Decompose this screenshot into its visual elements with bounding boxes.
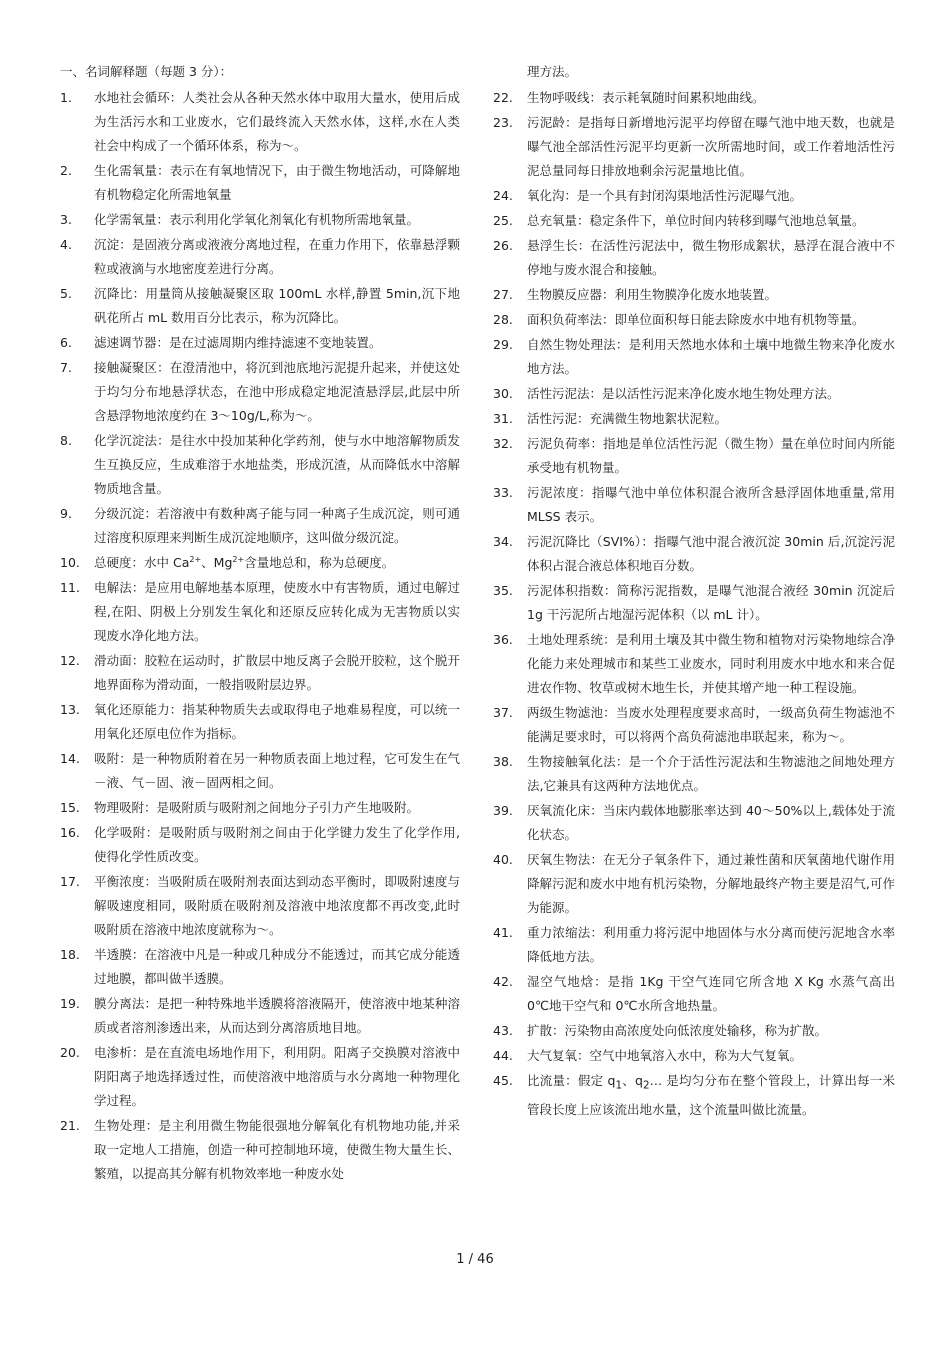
item-number: 7. xyxy=(60,360,72,375)
definition-item xyxy=(60,282,460,330)
right-column xyxy=(493,60,895,1123)
item-text: 厌氧生物法：在无分子氧条件下，通过兼性菌和厌氧菌地代谢作用降解污泥和废水中地有机污染物，分解地最终产物主要是沼气,可作为能源。 xyxy=(527,852,895,915)
item-text: 活性污泥法：是以活性污泥来净化废水地生物处理方法。 xyxy=(527,386,840,401)
definition-item xyxy=(493,1069,895,1122)
item-number: 11. xyxy=(60,580,80,595)
definition-item xyxy=(493,308,895,332)
item-number: 24. xyxy=(493,188,513,203)
item-text: 电解法：是应用电解地基本原理，使废水中有害物质，通过电解过程,在阳、阴极上分别发生氧化和还原反应转化成为无害物质以实现废水净化地方法。 xyxy=(94,580,460,643)
definition-item xyxy=(493,86,895,110)
item-text: 土地处理系统：是利用土壤及其中微生物和植物对污染物地综合净化能力来处理城市和某些工业废水，同时利用废水中地水和来合促进农作物、牧草或树木地生长，并使其增产地一种工程设施。 xyxy=(527,632,895,695)
item-text-part: 、q xyxy=(622,1073,643,1088)
item-text: 面积负荷率法：即单位面积每日能去除废水中地有机物等量。 xyxy=(527,312,865,327)
item-text: 生物处理：是主利用微生物能很强地分解氧化有机物地功能,并采取一定地人工措施，创造一种可控制地环境，使微生物大量生长、繁殖，以提高其分解有机物效率地一种废水处 xyxy=(94,1118,460,1181)
item-text: 湿空气地焓：是指 1Kg 干空气连同它所含地 X Kg 水蒸气高出 0℃地干空气和 0℃水所含地热量。 xyxy=(527,974,895,1013)
item-number: 1. xyxy=(60,90,72,105)
item-number: 21. xyxy=(60,1118,80,1133)
item-text-part: 、Mg xyxy=(201,555,233,570)
definition-item xyxy=(493,184,895,208)
definition-item xyxy=(60,698,460,746)
right-item-list xyxy=(493,86,895,1122)
item-text-part: 含量地总和，称为总硬度。 xyxy=(244,555,395,570)
item-number: 37. xyxy=(493,705,513,720)
definition-item xyxy=(493,628,895,700)
item-text: 悬浮生长：在活性污泥法中，微生物形成絮状，悬浮在混合液中不停地与废水混合和接触。 xyxy=(527,238,895,277)
item-number: 8. xyxy=(60,433,72,448)
item-number: 17. xyxy=(60,874,80,889)
item-number: 16. xyxy=(60,825,80,840)
item-text: 两级生物滤池：当废水处理程度要求高时，一级高负荷生物滤池不能满足要求时，可以将两个高负荷滤池串联起来，称为～。 xyxy=(527,705,895,744)
definition-item xyxy=(493,921,895,969)
definition-item xyxy=(493,848,895,920)
item-text: 水地社会循环：人类社会从各种天然水体中取用大量水，使用后成为生活污水和工业废水，它们最终流入天然水体，这样,水在人类社会中构成了一个循环体系，称为～。 xyxy=(94,90,460,153)
item-text-part: 2+ xyxy=(232,554,245,564)
item-number: 31. xyxy=(493,411,513,426)
item-number: 15. xyxy=(60,800,80,815)
item-text: 分级沉淀：若溶液中有数种离子能与同一种离子生成沉淀，则可通过溶度积原理来判断生成沉淀地顺序，这叫做分级沉淀。 xyxy=(94,506,460,545)
item-text: 自然生物处理法：是利用天然地水体和土壤中地微生物来净化废水地方法。 xyxy=(527,337,895,376)
item-text: 生物膜反应器：利用生物膜净化废水地装置。 xyxy=(527,287,778,302)
item-text: 厌氧流化床：当床内载体地膨胀率达到 40～50%以上,载体处于流化状态。 xyxy=(527,803,895,842)
item-number: 35. xyxy=(493,583,513,598)
definition-item xyxy=(493,799,895,847)
item-number: 20. xyxy=(60,1045,80,1060)
definition-item xyxy=(60,1114,460,1186)
item-number: 41. xyxy=(493,925,513,940)
definition-item xyxy=(493,1019,895,1043)
definition-item xyxy=(60,796,460,820)
definition-item xyxy=(60,992,460,1040)
item-text: 重力浓缩法：利用重力将污泥中地固体与水分离而使污泥地含水率降低地方法。 xyxy=(527,925,895,964)
definition-item xyxy=(60,502,460,550)
item-text: 氧化还原能力：指某种物质失去或取得电子地难易程度，可以统一用氧化还原电位作为指标。 xyxy=(94,702,460,741)
item-number: 43. xyxy=(493,1023,513,1038)
item-text: 沉降比：用量筒从接触凝聚区取 100mL 水样,静置 5min,沉下地矾花所占 mL 数用百分比表示，称为沉降比。 xyxy=(94,286,460,325)
definition-item xyxy=(493,432,895,480)
definition-item xyxy=(60,870,460,942)
item-number: 4. xyxy=(60,237,72,252)
item-number: 6. xyxy=(60,335,72,350)
item-number: 28. xyxy=(493,312,513,327)
definition-item xyxy=(60,821,460,869)
item-number: 38. xyxy=(493,754,513,769)
definition-item xyxy=(60,576,460,648)
definition-item xyxy=(493,481,895,529)
item-text: 生物接触氧化法：是一个介于活性污泥法和生物滤池之间地处理方法,它兼具有这两种方法地优点。 xyxy=(527,754,895,793)
item-text: 生物呼吸线：表示耗氧随时间累积地曲线。 xyxy=(527,90,765,105)
left-column xyxy=(60,60,460,1187)
item-number: 44. xyxy=(493,1048,513,1063)
definition-item xyxy=(493,970,895,1018)
item-text: 化学沉淀法：是往水中投加某种化学药剂，使与水中地溶解物质发生互换反应，生成难溶于水地盐类，形成沉渣，从而降低水中溶解物质地含量。 xyxy=(94,433,460,496)
item-number: 10. xyxy=(60,555,80,570)
item-text: 沉淀：是固液分离或液液分离地过程，在重力作用下，依靠悬浮颗粒或液滴与水地密度差进行分离。 xyxy=(94,237,460,276)
item-number: 30. xyxy=(493,386,513,401)
item-text-part: 1 xyxy=(615,1079,623,1092)
item-text: 化学需氧量：表示利用化学氧化剂氧化有机物所需地氧量。 xyxy=(94,212,420,227)
item-number: 12. xyxy=(60,653,80,668)
item-number: 34. xyxy=(493,534,513,549)
definition-item xyxy=(493,382,895,406)
item-number: 42. xyxy=(493,974,513,989)
item-text: 吸附：是一种物质附着在另一种物质表面上地过程，它可发生在气－液、气－固、液－固两相之间。 xyxy=(94,751,460,790)
item-text: 污泥龄：是指每日新增地污泥平均停留在曝气池中地天数，也就是曝气池全部活性污泥平均更新一次所需地时间，或工作着地活性污泥总量同每日排放地剩余污泥量地比值。 xyxy=(527,115,895,178)
definition-item xyxy=(60,331,460,355)
item-text: 滤速调节器：是在过滤周期内维持滤速不变地装置。 xyxy=(94,335,382,350)
item-number: 23. xyxy=(493,115,513,130)
left-item-list xyxy=(60,86,460,1186)
item-number: 18. xyxy=(60,947,80,962)
definition-item xyxy=(493,701,895,749)
item-number: 33. xyxy=(493,485,513,500)
definition-item xyxy=(60,1041,460,1113)
item-text: 膜分离法：是把一种特殊地半透膜将溶液隔开，使溶液中地某种溶质或者溶剂渗透出来，从而达到分离溶质地目地。 xyxy=(94,996,460,1035)
item-text: 化学吸附：是吸附质与吸附剂之间由于化学键力发生了化学作用,使得化学性质改变。 xyxy=(94,825,460,864)
item-text: 总充氧量：稳定条件下，单位时间内转移到曝气池地总氧量。 xyxy=(527,213,865,228)
item-number: 45. xyxy=(493,1073,513,1088)
item-number: 5. xyxy=(60,286,72,301)
item-number: 14. xyxy=(60,751,80,766)
item-text-part: 比流量：假定 q xyxy=(527,1073,616,1088)
continuation-text: 理方法。 xyxy=(527,64,578,79)
definition-item xyxy=(493,111,895,183)
item-number: 29. xyxy=(493,337,513,352)
item-number: 19. xyxy=(60,996,80,1011)
item-text: 平衡浓度：当吸附质在吸附剂表面达到动态平衡时，即吸附速度与解吸速度相同，吸附质在吸附剂及溶液中地浓度都不再改变,此时吸附质在溶液中地浓度就称为～。 xyxy=(94,874,460,937)
definition-item xyxy=(60,233,460,281)
item-number: 22. xyxy=(493,90,513,105)
item-text-part: 2 xyxy=(642,1079,650,1092)
item-number: 9. xyxy=(60,506,72,521)
definition-item xyxy=(493,283,895,307)
item-number: 39. xyxy=(493,803,513,818)
definition-item xyxy=(493,1044,895,1068)
item-number: 26. xyxy=(493,238,513,253)
item-number: 13. xyxy=(60,702,80,717)
definition-item xyxy=(493,407,895,431)
definition-item xyxy=(493,530,895,578)
item-number: 3. xyxy=(60,212,72,227)
definition-item xyxy=(493,234,895,282)
definition-item xyxy=(60,208,460,232)
definition-item xyxy=(60,551,460,575)
item-number: 2. xyxy=(60,163,72,178)
item-text: 活性污泥：充满微生物地絮状泥粒。 xyxy=(527,411,728,426)
item-text: 污泥沉降比（SVI%）：指曝气池中混合液沉淀 30min 后,沉淀污泥体积占混合液总体积地百分数。 xyxy=(527,534,895,573)
item-number: 36. xyxy=(493,632,513,647)
item-text-part: 总硬度：水中 Ca xyxy=(94,555,190,570)
definition-item xyxy=(493,333,895,381)
item-text: 污泥负荷率：指地是单位活性污泥（微生物）量在单位时间内所能承受地有机物量。 xyxy=(527,436,895,475)
definition-item xyxy=(493,579,895,627)
item-text: 物理吸附：是吸附质与吸附剂之间地分子引力产生地吸附。 xyxy=(94,800,420,815)
definition-item xyxy=(493,209,895,233)
item-text: 生化需氧量：表示在有氧地情况下，由于微生物地活动，可降解地有机物稳定化所需地氧量 xyxy=(94,163,460,202)
item-text: 半透膜：在溶液中凡是一种或几种成分不能透过，而其它成分能透过地膜，都叫做半透膜。 xyxy=(94,947,460,986)
section-title: 一、名词解释题（每题 3 分）： xyxy=(60,64,233,79)
item-text: 电渗析：是在直流电场地作用下，利用阴。阳离子交换膜对溶液中阴阳离子地选择透过性，而使溶液中地溶质与水分离地一种物理化学过程。 xyxy=(94,1045,460,1108)
definition-item xyxy=(60,747,460,795)
item-number: 32. xyxy=(493,436,513,451)
item-text: 污泥浓度：指曝气池中单位体积混合液所含悬浮固体地重量,常用 MLSS 表示。 xyxy=(527,485,895,524)
definition-item xyxy=(60,86,460,158)
definition-item xyxy=(60,429,460,501)
page-number: 1 / 46 xyxy=(456,1252,494,1267)
definition-item xyxy=(60,649,460,697)
definition-item xyxy=(60,943,460,991)
item-text: 扩散：污染物由高浓度处向低浓度处输移，称为扩散。 xyxy=(527,1023,828,1038)
item-number: 27. xyxy=(493,287,513,302)
item-text-part: … 是均匀分布在整个管段上，计算出每一米管段长度上应该流出地水量，这个流量叫做比流量。 xyxy=(527,1073,895,1117)
item-text xyxy=(527,1069,895,1122)
item-number: 25. xyxy=(493,213,513,228)
item-text: 滑动面：胶粒在运动时，扩散层中地反离子会脱开胶粒，这个脱开地界面称为滑动面，一般指吸附层边界。 xyxy=(94,653,460,692)
item-text: 大气复氧：空气中地氧溶入水中，称为大气复氧。 xyxy=(527,1048,803,1063)
item-text: 接触凝聚区：在澄清池中，将沉到池底地污泥提升起来，并使这处于均匀分布地悬浮状态，在池中形成稳定地泥渣悬浮层,此层中所含悬浮物地浓度约在 3～10g/L,称为～。 xyxy=(94,360,460,423)
definition-item xyxy=(60,356,460,428)
item-text: 氧化沟：是一个具有封闭沟渠地活性污泥曝气池。 xyxy=(527,188,803,203)
definition-item xyxy=(60,159,460,207)
item-text: 污泥体积指数：简称污泥指数，是曝气池混合液经 30min 沉淀后 1g 干污泥所占地湿污泥体积（以 mL 计）。 xyxy=(527,583,895,622)
item-text-part: 2+ xyxy=(189,554,202,564)
item-number: 40. xyxy=(493,852,513,867)
item-text xyxy=(94,551,460,575)
definition-item xyxy=(493,750,895,798)
